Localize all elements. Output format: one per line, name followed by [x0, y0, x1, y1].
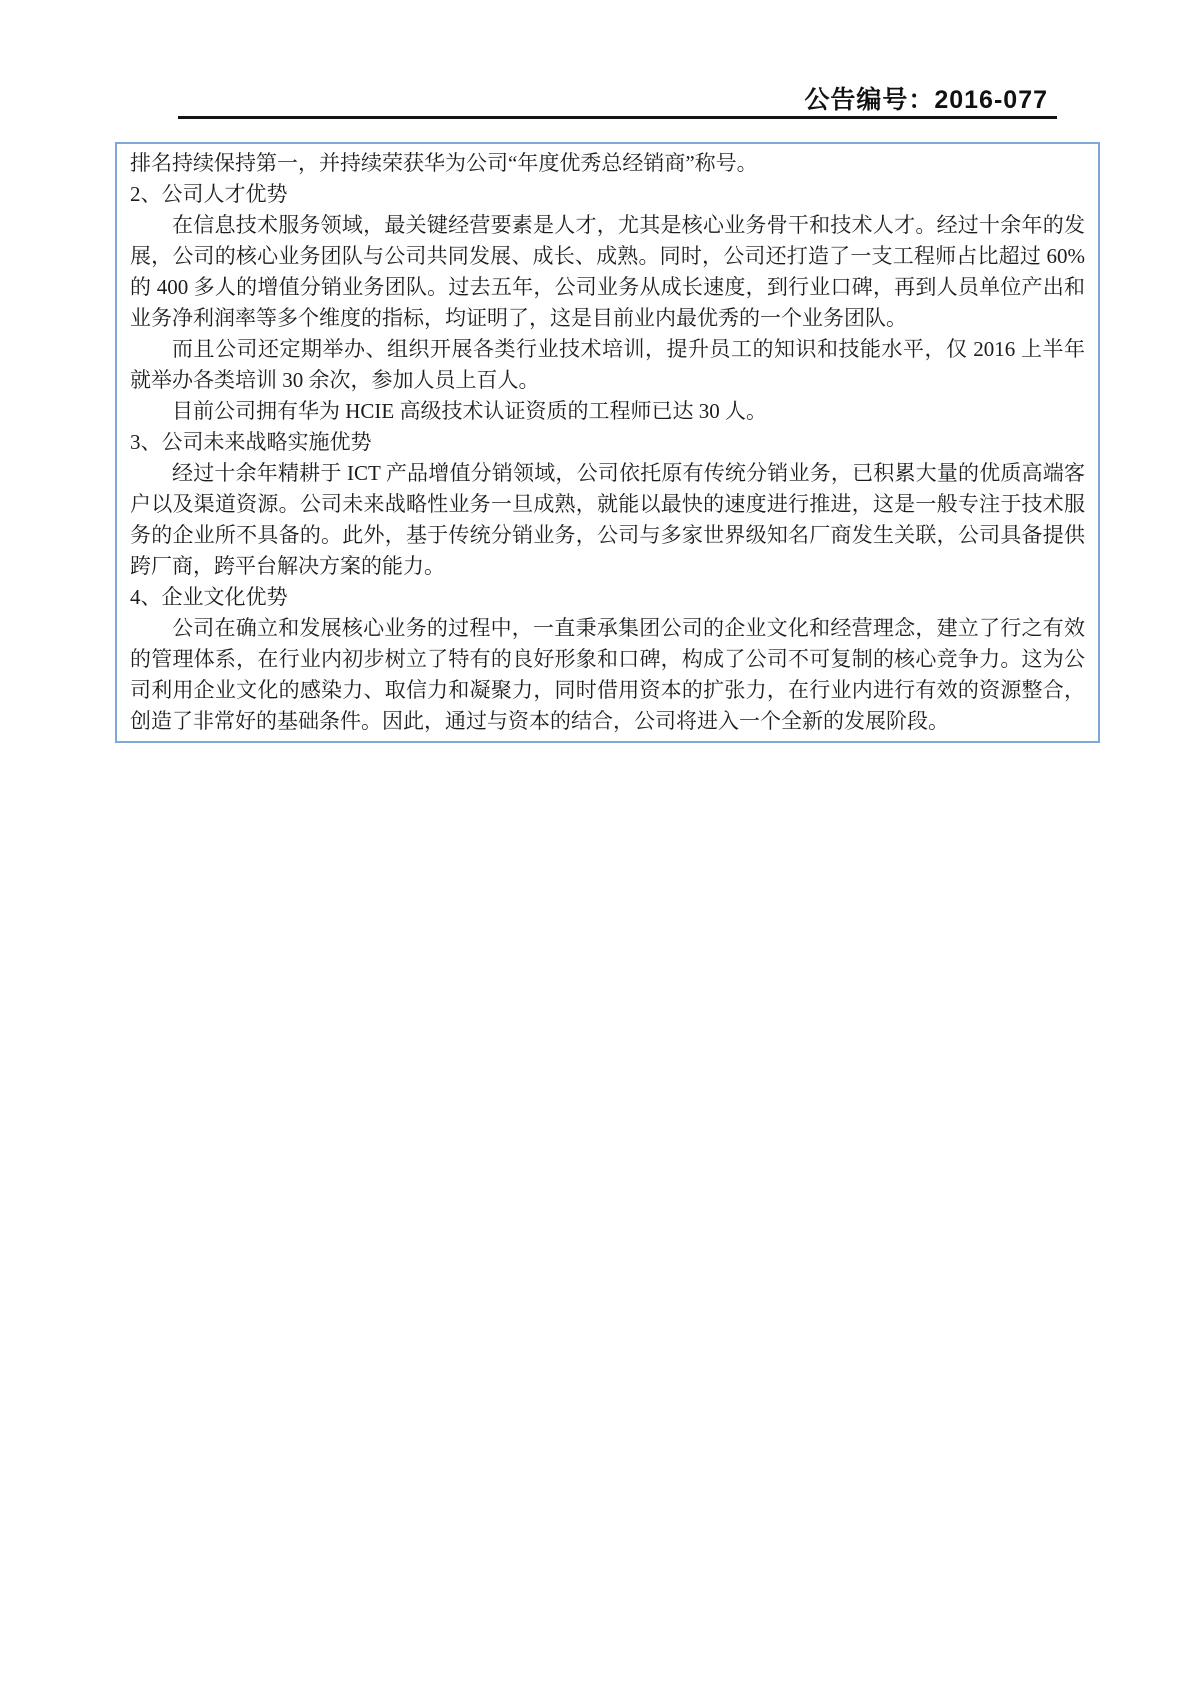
section-heading-strategy: 3、公司未来战略实施优势	[130, 430, 372, 454]
section-heading-culture: 4、企业文化优势	[130, 585, 288, 609]
paragraph-strategy: 经过十余年精耕于 ICT 产品增值分销领域，公司依托原有传统分销业务，已积累大量的优质高端客户以及渠道资源。公司未来战略性业务一旦成熟，就能以最快的速度进行推进，这是一般专注于技术服务的企业所不具备的。此外，基于传统分销业务，公司与多家世界级知名厂商发生关联，公司具备提供跨厂商，跨平台解决方案的能力。	[130, 461, 1085, 578]
header-divider	[178, 116, 1057, 119]
content-box	[115, 142, 1100, 743]
paragraph-hcie-engineers: 目前公司拥有华为 HCIE 高级技术认证资质的工程师已达 30 人。	[172, 399, 767, 423]
announcement-number: 公告编号：2016-077	[804, 86, 1048, 114]
section-heading-talent: 2、公司人才优势	[130, 182, 288, 206]
paragraph-culture: 公司在确立和发展核心业务的过程中，一直秉承集团公司的企业文化和经营理念，建立了行之有效的管理体系，在行业内初步树立了特有的良好形象和口碑，构成了公司不可复制的核心竞争力。这为公司利用企业文化的感染力、取信力和凝聚力，同时借用资本的扩张力，在行业内进行有效的资源整合，创造了非常好的基础条件。因此，通过与资本的结合，公司将进入一个全新的发展阶段。	[130, 616, 1085, 733]
paragraph-training: 而且公司还定期举办、组织开展各类行业技术培训，提升员工的知识和技能水平，仅 2016 上半年就举办各类培训 30 余次，参加人员上百人。	[130, 337, 1085, 392]
paragraph-continuation: 排名持续保持第一，并持续荣获华为公司“年度优秀总经销商”称号。	[130, 151, 758, 175]
paragraph-talent-team: 在信息技术服务领域，最关键经营要素是人才，尤其是核心业务骨干和技术人才。经过十余年的发展，公司的核心业务团队与公司共同发展、成长、成熟。同时，公司还打造了一支工程师占比超过 60%的 400 多人的增值分销业务团队。过去五年，公司业务从成长速度，到行业口碑，再到人员单位产出和业务净利润率等多个维度的指标，均证明了，这是目前业内最优秀的一个业务团队。	[130, 213, 1085, 330]
